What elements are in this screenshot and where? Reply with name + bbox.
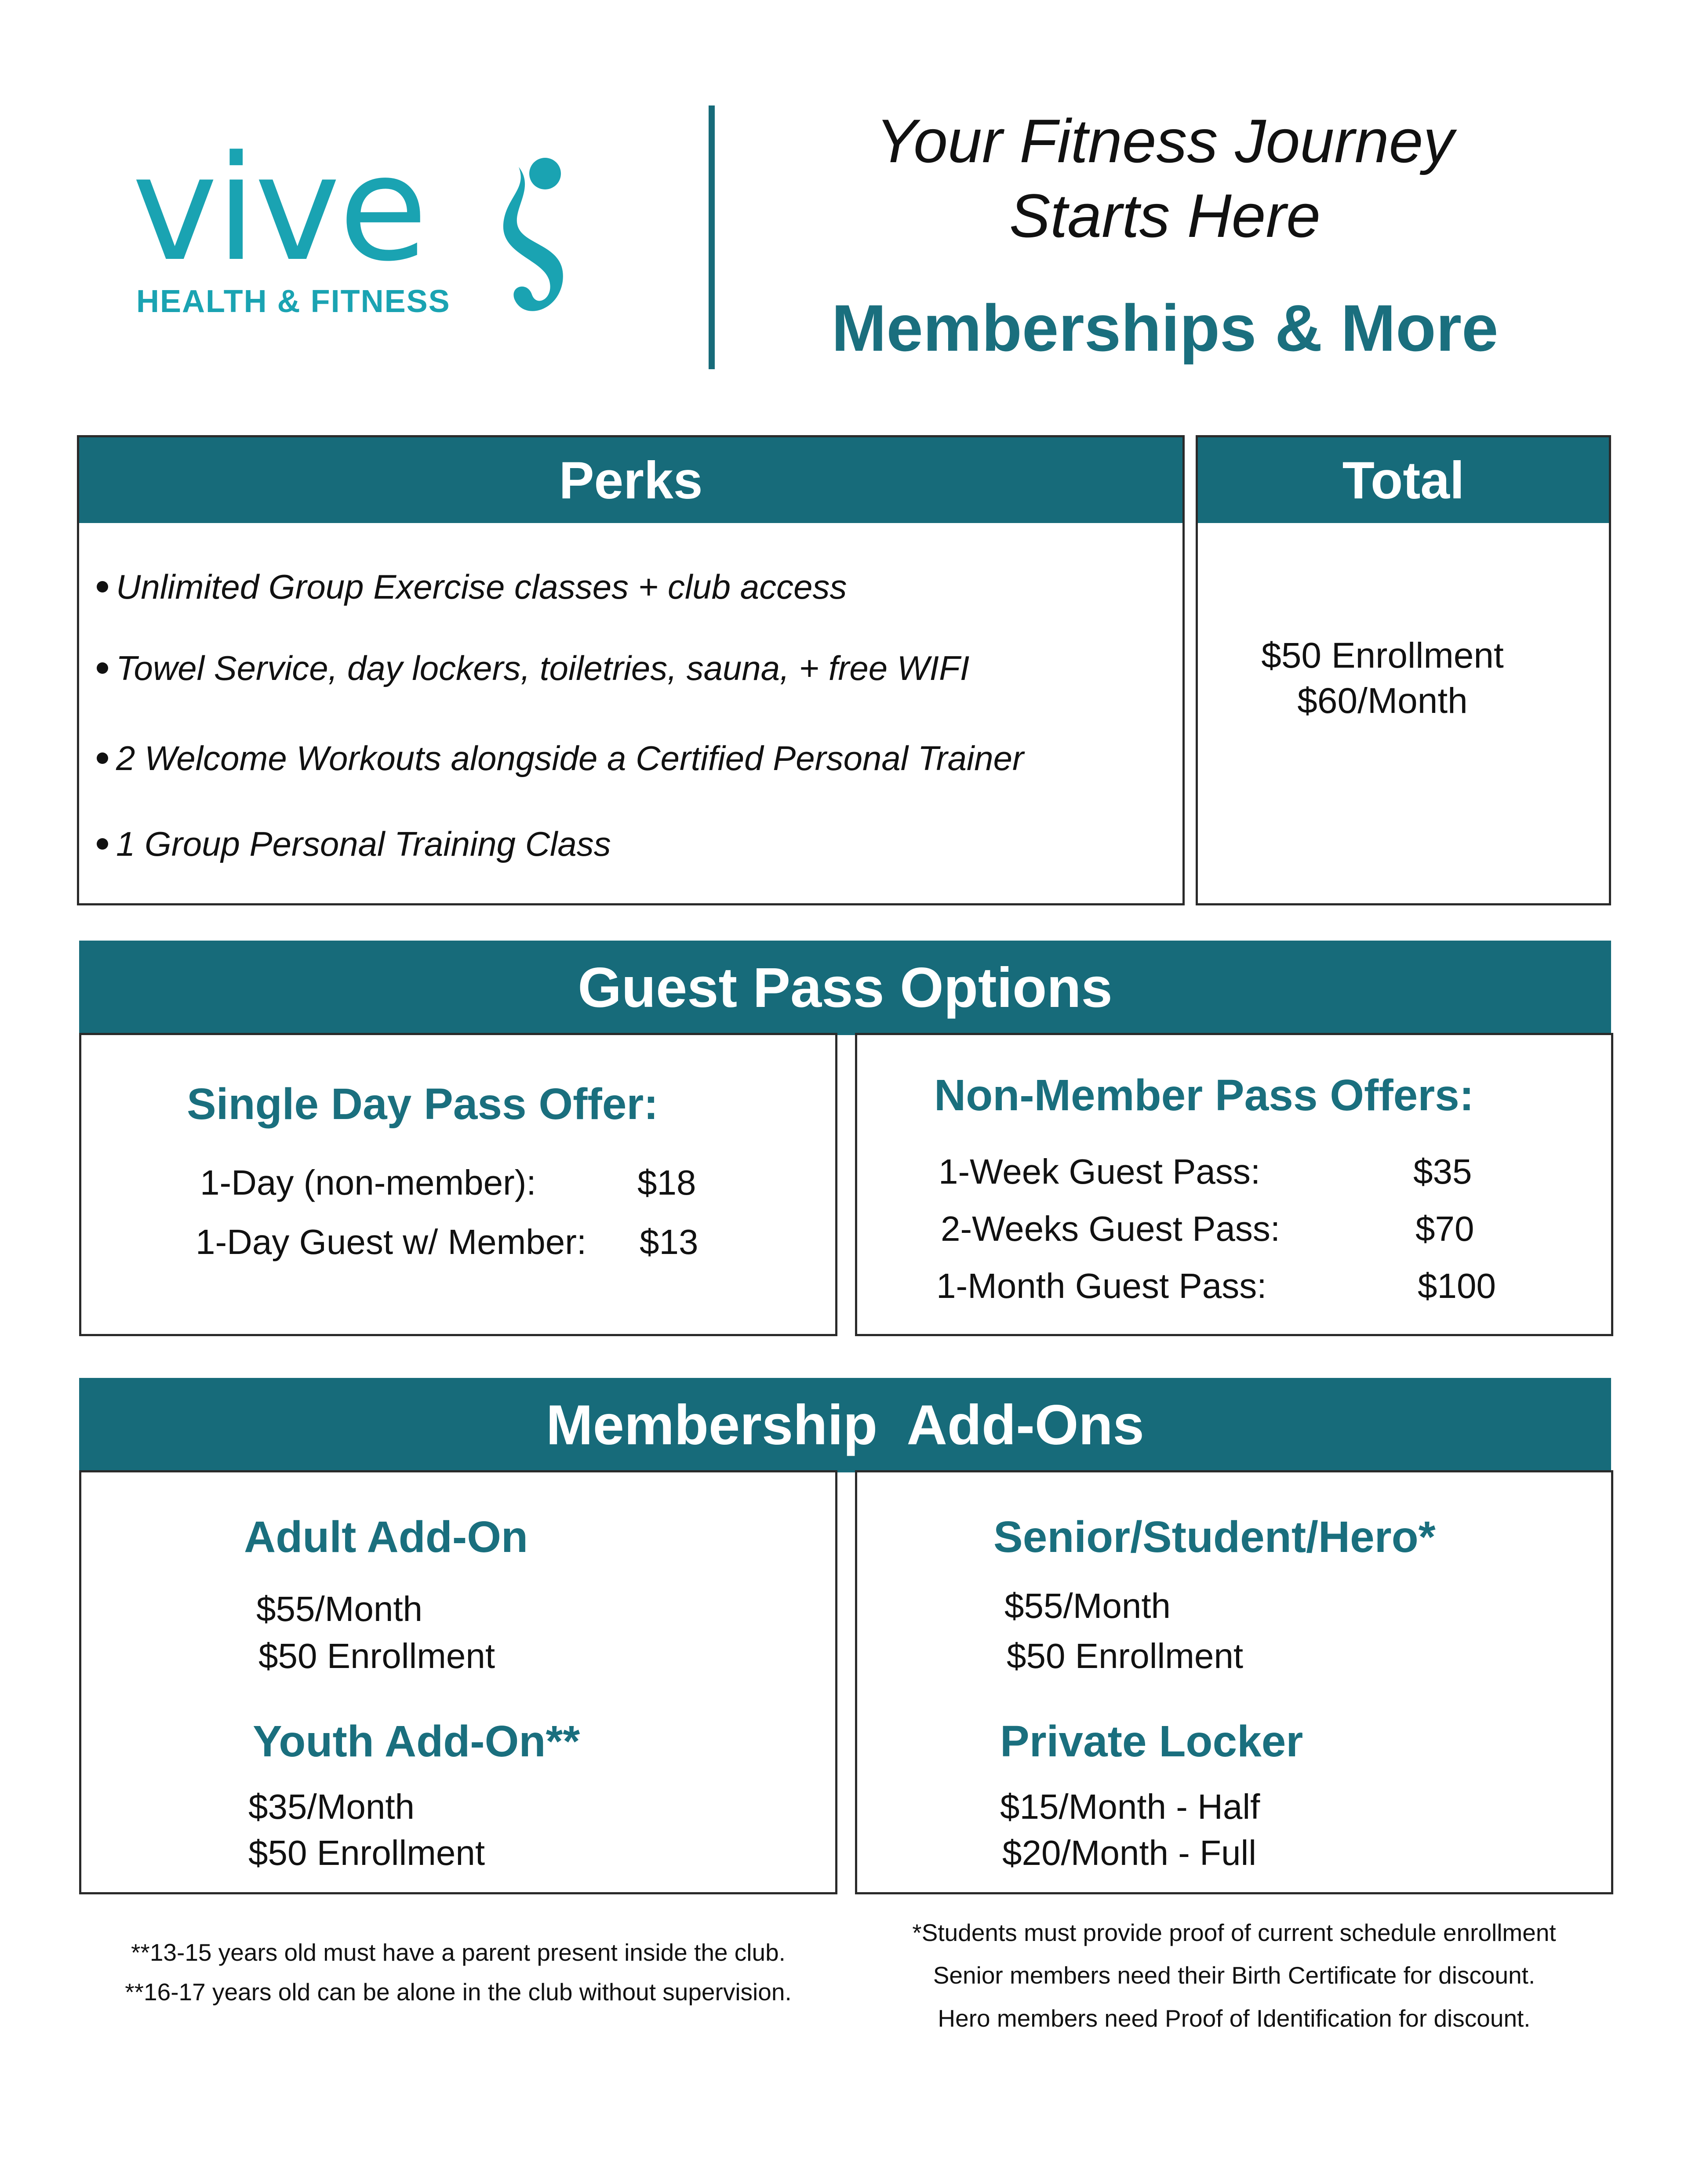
perk-text: Unlimited Group Exercise classes + club access — [116, 567, 847, 606]
bullet-icon — [97, 838, 108, 850]
total-monthly: $60/Month — [1297, 681, 1468, 721]
logo — [132, 124, 593, 330]
non-member-row-price: $100 — [1418, 1266, 1496, 1305]
non-member-row-label: 1-Month Guest Pass: — [936, 1266, 1267, 1305]
perks-header: Perks — [79, 437, 1182, 523]
perk-text: 2 Welcome Workouts alongside a Certified Personal Trainer — [116, 739, 1024, 778]
logo-wordmark: vive — [132, 124, 426, 293]
perk-text: Towel Service, day lockers, toiletries, sauna, + free WIFI — [116, 649, 970, 687]
non-member-row-price: $35 — [1413, 1152, 1472, 1191]
header-divider — [709, 105, 715, 369]
perk-text: 1 Group Personal Training Class — [116, 825, 611, 863]
footnote-youth-1: **13-15 years old must have a parent present inside the club. — [131, 1939, 786, 1966]
bullet-icon — [97, 581, 108, 592]
tagline-line2: Starts Here — [1009, 181, 1321, 250]
bullet-icon — [97, 662, 108, 674]
footnote-student: *Students must provide proof of current schedule enrollment — [912, 1919, 1556, 1946]
senior-addon-monthly: $55/Month — [1004, 1586, 1171, 1625]
senior-addon-enrollment: $50 Enrollment — [1007, 1636, 1244, 1675]
perk-item — [97, 824, 611, 864]
non-member-row-price: $70 — [1415, 1209, 1474, 1248]
adult-addon-title: Adult Add-On — [244, 1512, 528, 1562]
youth-addon-monthly: $35/Month — [248, 1787, 415, 1826]
addons-header: Membership Add-Ons — [79, 1378, 1611, 1472]
single-day-row-price: $18 — [637, 1163, 696, 1202]
bullet-icon — [97, 752, 108, 764]
youth-addon-title: Youth Add-On** — [253, 1717, 580, 1766]
single-day-row-price: $13 — [640, 1222, 698, 1261]
perk-item — [97, 738, 1024, 778]
non-member-row-label: 1-Week Guest Pass: — [939, 1152, 1261, 1191]
figure-icon — [492, 154, 580, 330]
adult-addon-monthly: $55/Month — [256, 1589, 423, 1628]
youth-addon-enrollment: $50 Enrollment — [248, 1833, 485, 1872]
total-header: Total — [1198, 437, 1609, 523]
footnote-senior: Senior members need their Birth Certificate for discount. — [933, 1962, 1535, 1989]
non-member-row-label: 2-Weeks Guest Pass: — [941, 1209, 1281, 1248]
page-title: Memberships & More — [831, 291, 1499, 365]
private-locker-title: Private Locker — [1000, 1717, 1303, 1766]
non-member-title: Non-Member Pass Offers: — [934, 1071, 1474, 1120]
single-day-title: Single Day Pass Offer: — [187, 1079, 658, 1129]
footnote-hero: Hero members need Proof of Identification for discount. — [938, 2005, 1531, 2032]
single-day-row-label: 1-Day Guest w/ Member: — [196, 1222, 587, 1261]
tagline-line1: Your Fitness Journey — [876, 106, 1454, 175]
private-locker-half: $15/Month - Half — [1000, 1787, 1260, 1826]
footnote-youth-2: **16-17 years old can be alone in the club without supervision. — [125, 1978, 792, 2006]
single-day-row-label: 1-Day (non-member): — [200, 1163, 536, 1202]
perk-item — [97, 648, 969, 688]
guest-pass-header: Guest Pass Options — [79, 941, 1611, 1035]
perk-item — [97, 567, 847, 607]
total-enrollment: $50 Enrollment — [1261, 636, 1504, 676]
adult-addon-enrollment: $50 Enrollment — [258, 1636, 495, 1675]
private-locker-full: $20/Month - Full — [1002, 1833, 1257, 1872]
senior-addon-title: Senior/Student/Hero* — [993, 1512, 1436, 1562]
logo-tagline: HEALTH & FITNESS — [136, 284, 451, 319]
